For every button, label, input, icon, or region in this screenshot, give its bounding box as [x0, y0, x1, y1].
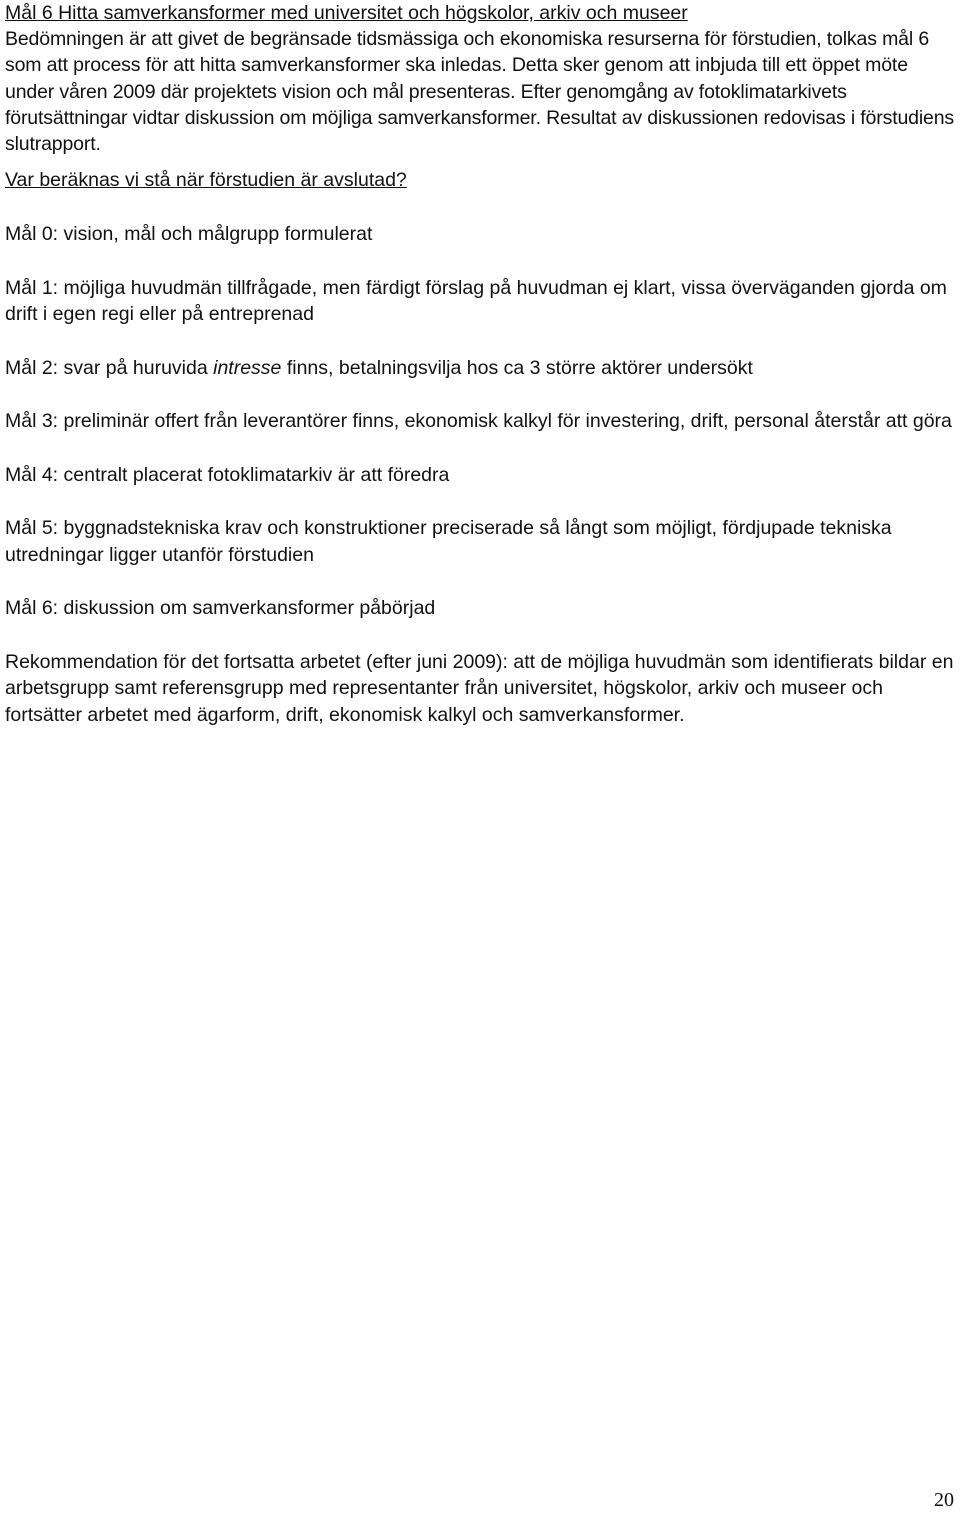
section-intro-paragraph: Bedömningen är att givet de begränsade tidsmässiga och ekonomiska resurserna för förstudien, tolkas mål 6 som att process för att hitta samverkansformer ska inledas. Detta sker genom att inbjuda till ett öppet möte under våren 2009 där projektets vision och mål presenteras. Efter genomgång av fotoklimatarkivets förutsättningar vidtar diskussion om möjliga samverkansformer. Resultat av diskussionen redovisas i förstudiens slutrapport.	[5, 28, 955, 156]
document-body	[5, 0, 955, 728]
goal-5-label: Mål 5:	[5, 517, 59, 540]
section-heading: Mål 6 Hitta samverkansformer med universitet och högskolor, arkiv och museer	[5, 2, 688, 24]
goal-2-label: Mål 2:	[5, 356, 59, 379]
goal-2-emphasis: intresse	[213, 356, 282, 379]
goal-6-label: Mål 6:	[5, 597, 59, 620]
goal-2-text-before: svar på huruvida	[58, 356, 214, 379]
goal-4-paragraph	[5, 462, 955, 489]
goal-5-paragraph	[5, 515, 955, 568]
goal-2-text-after: finns, betalningsvilja hos ca 3 större aktörer undersökt	[281, 356, 753, 379]
goal-3-text: preliminär offert från leverantörer finns, ekonomisk kalkyl för investering, drift, personal återstår att göra	[58, 410, 952, 433]
goal-2-paragraph	[5, 355, 955, 382]
recommendation-paragraph: Rekommendation för det fortsatta arbetet (efter juni 2009): att de möjliga huvudmän som identifierats bildar en arbetsgrupp samt referensgrupp med representanter från universitet, högskolor, arkiv och museer och fortsätter arbetet med ägarform, drift, ekonomisk kalkyl och samverkansformer.	[5, 650, 954, 726]
goal-0-paragraph	[5, 221, 955, 248]
goal-0-label: Mål 0:	[5, 223, 59, 246]
goal-1-paragraph	[5, 275, 955, 328]
goal-3-paragraph	[5, 408, 955, 435]
goal-1-label: Mål 1:	[5, 276, 59, 299]
goal-6-paragraph	[5, 595, 955, 622]
goal-5-text: byggnadstekniska krav och konstruktioner preciserade så långt som möjligt, fördjupade tekniska utredningar ligger utanför förstudien	[5, 517, 892, 566]
goal-4-label: Mål 4:	[5, 463, 59, 486]
goal-1-text: möjliga huvudmän tillfrågade, men färdigt förslag på huvudman ej klart, vissa överväganden gjorda om drift i egen regi eller på entreprenad	[5, 276, 947, 326]
goal-6-text: diskussion om samverkansformer påbörjad	[58, 597, 436, 620]
goal-4-text: centralt placerat fotoklimatarkiv är att föredra	[58, 463, 450, 486]
page-number: 20	[934, 1489, 954, 1511]
goal-0-text: vision, mål och målgrupp formulerat	[58, 223, 373, 246]
status-question-heading: Var beräknas vi stå när förstudien är avslutad?	[5, 169, 407, 192]
goal-3-label: Mål 3:	[5, 410, 59, 433]
